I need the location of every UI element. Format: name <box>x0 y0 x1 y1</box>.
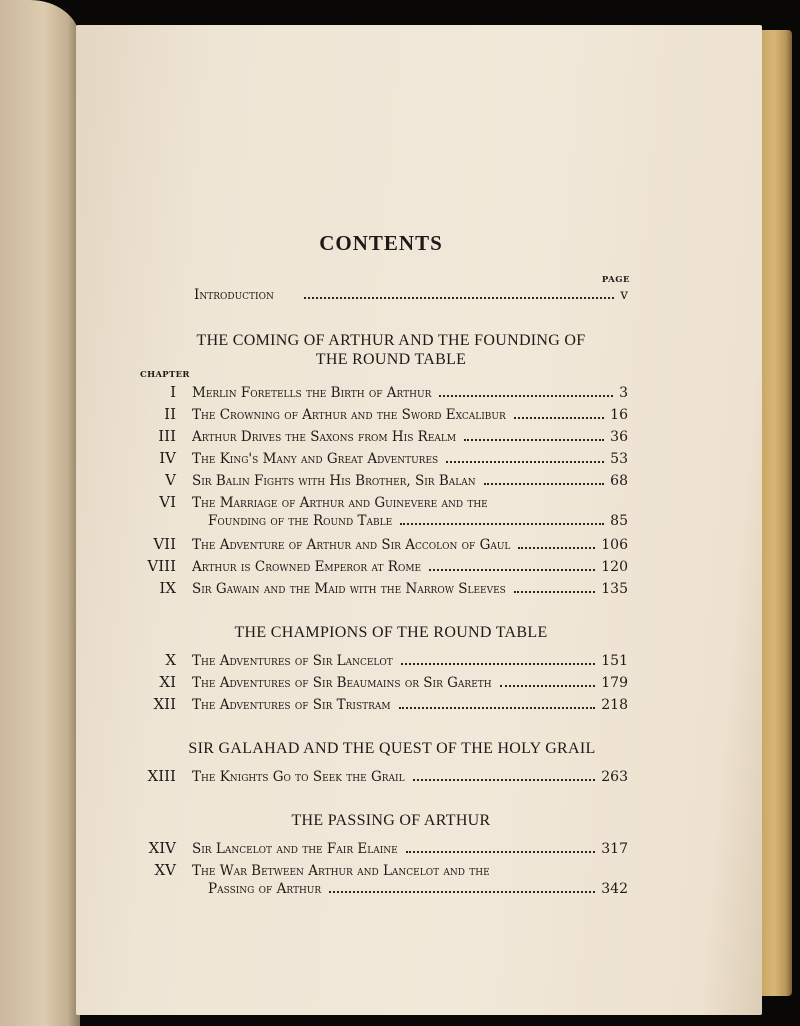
toc-entry <box>128 861 628 881</box>
chapter-number: XI <box>159 673 176 691</box>
dot-leader <box>439 394 613 397</box>
dot-leader <box>406 850 596 853</box>
chapter-title: The Adventures of Sir Beaumains or Sir Gareth <box>192 675 492 691</box>
chapter-page: 135 <box>601 581 628 597</box>
toc-entry <box>128 557 628 577</box>
chapter-title: Arthur Drives the Saxons from His Realm <box>192 429 457 445</box>
chapter-page: 263 <box>601 769 628 785</box>
contents-page <box>76 25 762 1015</box>
dot-leader <box>401 662 595 665</box>
chapter-page: 85 <box>610 513 628 529</box>
chapter-page: 16 <box>610 407 628 423</box>
section-heading-line: SIR GALAHAD AND THE QUEST OF THE HOLY GRAIL <box>188 740 596 757</box>
toc-entry <box>128 383 628 403</box>
chapter-title: Founding of the Round Table <box>208 513 393 529</box>
page-column-label: PAGE <box>601 275 630 285</box>
chapter-page: 68 <box>610 473 628 489</box>
chapter-page: 106 <box>601 537 628 553</box>
chapter-number: II <box>164 405 176 423</box>
section-heading <box>156 623 626 642</box>
chapter-page: 53 <box>610 451 628 467</box>
chapter-number: IX <box>159 579 176 597</box>
toc-entry <box>128 651 628 671</box>
chapter-title: The King's Many and Great Adventures <box>192 451 439 467</box>
chapter-title: Arthur is Crowned Emperor at Rome <box>192 559 422 575</box>
toc-entry <box>128 493 628 513</box>
section-heading-line: THE PASSING OF ARTHUR <box>291 812 491 829</box>
chapter-number: X <box>165 651 176 669</box>
toc-entry-title: Introduction <box>194 287 274 303</box>
toc-entry <box>128 427 628 447</box>
dot-leader <box>399 706 596 709</box>
chapter-page: 3 <box>619 385 628 401</box>
chapter-page: 120 <box>601 559 628 575</box>
chapter-title: The Marriage of Arthur and Guinevere and the <box>192 495 488 511</box>
chapter-number: IV <box>159 449 176 467</box>
toc-entry-continuation <box>128 513 628 533</box>
chapter-title: The Adventures of Sir Lancelot <box>192 653 393 669</box>
toc-entry-continuation <box>128 881 628 901</box>
dot-leader <box>484 482 605 485</box>
section-heading-line: THE COMING OF ARTHUR AND THE FOUNDING OF <box>196 332 586 349</box>
toc-entry <box>128 471 628 491</box>
page-title: CONTENTS <box>319 231 443 255</box>
chapter-title: Sir Lancelot and the Fair Elaine <box>192 841 398 857</box>
chapter-number: XV <box>154 861 176 879</box>
chapter-title: Sir Gawain and the Maid with the Narrow Sleeves <box>192 581 506 597</box>
toc-entry <box>128 535 628 555</box>
dot-leader <box>514 416 604 419</box>
toc-entry <box>128 449 628 469</box>
chapter-number: VII <box>153 535 176 553</box>
toc-entry <box>128 839 628 859</box>
chapter-page: 151 <box>601 653 628 669</box>
dot-leader <box>464 438 604 441</box>
chapter-page: 218 <box>601 697 628 713</box>
section-heading <box>156 331 626 369</box>
section-heading <box>156 811 626 830</box>
dot-leader <box>304 296 614 299</box>
chapter-title: Passing of Arthur <box>208 881 322 897</box>
chapter-title: Merlin Foretells the Birth of Arthur <box>192 385 432 401</box>
toc-entry <box>128 579 628 599</box>
dot-leader <box>329 890 595 893</box>
chapter-number: III <box>158 427 176 445</box>
toc-entry-page: v <box>620 287 628 303</box>
dot-leader <box>518 546 595 549</box>
chapter-title: The Crowning of Arthur and the Sword Excalibur <box>192 407 506 423</box>
chapter-title: The Knights Go to Seek the Grail <box>192 769 405 785</box>
toc-entry <box>128 695 628 715</box>
dot-leader <box>413 778 596 781</box>
dot-leader <box>500 684 596 687</box>
chapter-number: I <box>170 383 176 401</box>
chapter-number: XIV <box>148 839 176 857</box>
chapter-page: 36 <box>610 429 628 445</box>
chapter-number: VI <box>159 493 176 511</box>
left-page-edge <box>0 0 80 1026</box>
toc-entry-introduction <box>194 287 628 307</box>
toc-entry <box>128 767 628 787</box>
chapter-title: The Adventures of Sir Tristram <box>192 697 391 713</box>
toc-entry <box>128 673 628 693</box>
dot-leader <box>446 460 604 463</box>
chapter-title: The War Between Arthur and Lancelot and the <box>192 863 490 879</box>
section-heading-line: THE ROUND TABLE <box>315 351 467 368</box>
toc-entry <box>128 405 628 425</box>
dot-leader <box>400 522 604 525</box>
dot-leader <box>429 568 595 571</box>
chapter-page: 317 <box>601 841 628 857</box>
chapter-title: The Adventure of Arthur and Sir Accolon of Gaul <box>192 537 511 553</box>
chapter-column-label: CHAPTER <box>140 370 190 380</box>
chapter-title: Sir Balin Fights with His Brother, Sir Balan <box>192 473 476 489</box>
chapter-page: 342 <box>601 881 628 897</box>
chapter-number: VIII <box>147 557 176 575</box>
chapter-number: XIII <box>147 767 176 785</box>
chapter-page: 179 <box>601 675 628 691</box>
dot-leader <box>514 590 595 593</box>
chapter-number: XII <box>153 695 176 713</box>
chapter-number: V <box>165 471 176 489</box>
section-heading-line: THE CHAMPIONS OF THE ROUND TABLE <box>234 624 548 641</box>
section-heading <box>142 739 642 758</box>
